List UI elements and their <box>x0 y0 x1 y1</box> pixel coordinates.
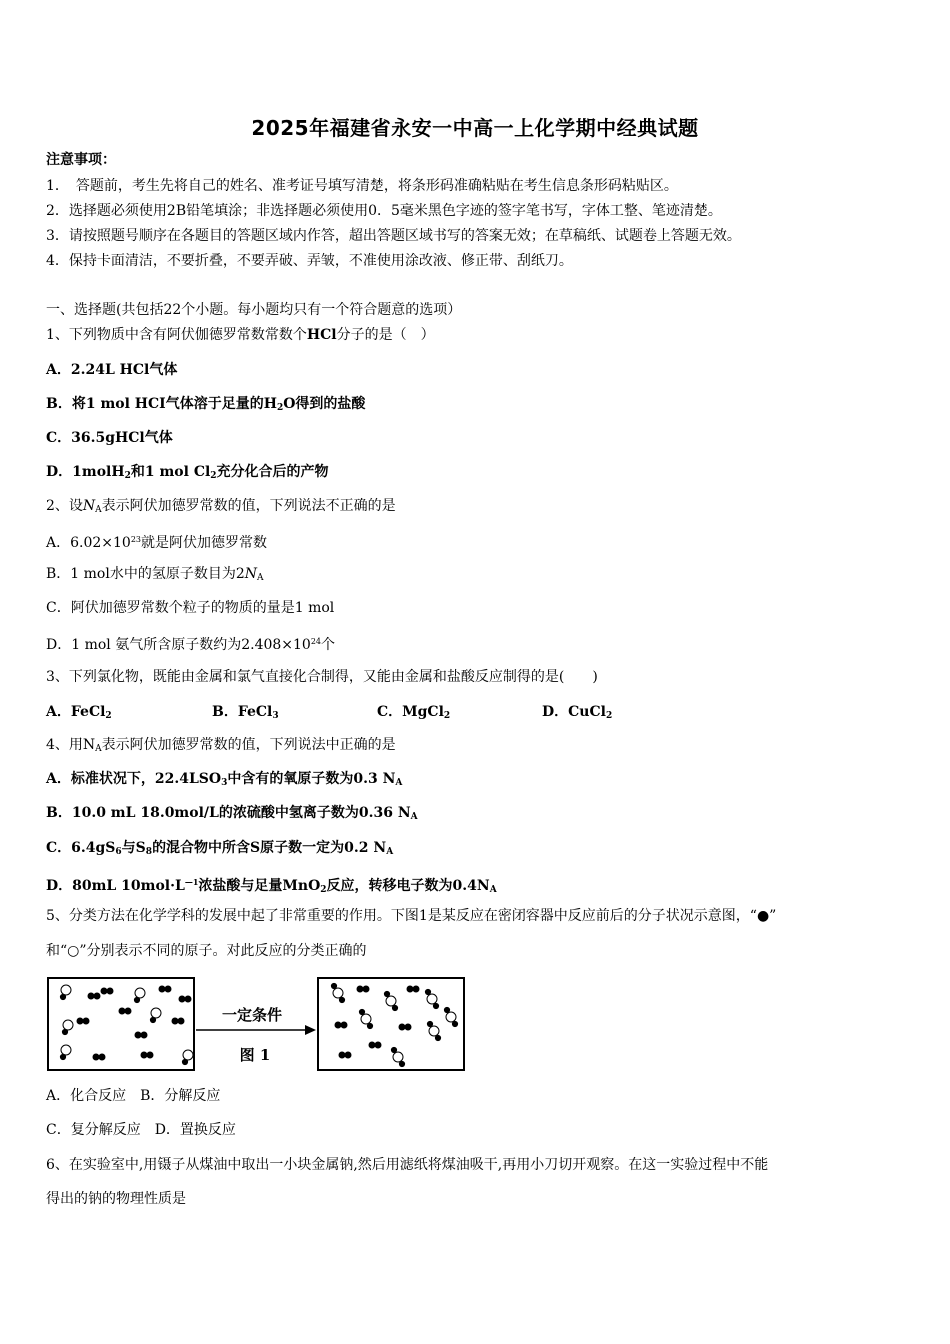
question-1-option-d: D．1molH$_2$和1 mol $Cl_2$充分化合后的产物 <box>46 464 329 481</box>
question-2-option-a: A．$6.02\times 10^{23}$就是阿伏加德罗常数 <box>46 535 268 551</box>
question-3-option-b: B．FeCl$_3$ <box>212 704 279 721</box>
molecule-after-product <box>391 1047 404 1066</box>
molecule-before-pair <box>93 1054 105 1060</box>
question-2-option-c: C．阿伏加德罗常数个粒子的物质的量是1 mol <box>46 600 335 616</box>
molecule-before-pair <box>179 996 191 1002</box>
molecule-after-product <box>359 1009 372 1028</box>
molecule-before-pair <box>77 1018 89 1024</box>
molecule-before-hollow <box>182 1050 193 1065</box>
molecule-after-pair <box>357 986 369 992</box>
molecule-after-product <box>384 991 397 1010</box>
molecule-before-pair <box>159 986 171 992</box>
question-6-stem-line-1: 6、在实验室中,用镊子从煤油中取出一小块金属钠,然后用滤纸将煤油吸干,再用小刀切开观察。在这一实验过程中不能 <box>46 1157 769 1173</box>
molecule-after-product <box>331 983 344 1002</box>
question-1-stem: 1、下列物质中含有阿伏伽德罗常数常数个HCl分子的是（ ） <box>46 327 435 343</box>
section-heading: 一、选择题(共包括22个小题。每小题均只有一个符合题意的选项） <box>46 302 462 318</box>
molecule-before-hollow <box>134 988 145 1003</box>
question-1-option-a: A．2.24L HCl气体 <box>46 362 178 378</box>
molecule-after-pair <box>399 1024 411 1030</box>
molecule-after-pair <box>339 1052 351 1058</box>
molecule-after-pair <box>369 1042 381 1048</box>
molecule-before-hollow <box>62 1020 73 1035</box>
question-4-option-a: A．标准状况下，$22.4LSO_3$中含有的氧原子数为0.3 $N_A$ <box>46 771 403 788</box>
molecule-before-pair <box>135 1032 147 1038</box>
notice-heading: 注意事项： <box>46 152 116 168</box>
molecule-before-hollow <box>60 985 71 1000</box>
molecule-before-pair <box>141 1052 153 1058</box>
molecule-after-pair <box>335 1022 347 1028</box>
reaction-diagram-figure <box>46 975 468 1073</box>
notice-item-4: 4．保持卡面清洁，不要折叠，不要弄破、弄皱，不准使用涂改液、修正带、刮纸刀。 <box>46 253 573 269</box>
molecule-before-pair <box>119 1008 131 1014</box>
question-5-options-cd: C．复分解反应 D．置换反应 <box>46 1122 236 1138</box>
question-4-stem: 4、用$N_A$表示阿伏加德罗常数的值，下列说法中正确的是 <box>46 737 396 754</box>
molecule-after-pair <box>407 986 419 992</box>
question-4-option-c: C．$6.4gS_6$与$S_8$的混合物中所含S原子数一定为0.2 $N_A$ <box>46 840 394 857</box>
question-1-option-c: C．36.5gHCl气体 <box>46 430 173 446</box>
notice-item-1: 1． 答题前，考生先将自己的姓名、准考证号填写清楚，将条形码准确粘贴在考生信息条形码粘贴区。 <box>46 178 678 194</box>
molecule-before-pair <box>172 1018 184 1024</box>
question-2-option-d: D．1 mol 氨气所含原子数约为$2.408\times 10^{24}$个 <box>46 637 336 653</box>
question-2-stem: 2、设$N_A$表示阿伏加德罗常数的值，下列说法不正确的是 <box>46 498 396 515</box>
question-5-stem-line-1: 5、分类方法在化学学科的发展中起了非常重要的作用。下图1是某反应在密闭容器中反应前后的分子状况示意图，“●” <box>46 908 777 924</box>
question-4-option-d: D．80mL $10mol\cdot L^{—1}$浓盐酸与足量MnO$_2$反应，转移电子数为$0.4N_A$ <box>46 877 497 895</box>
question-2-option-b: B．1 mol水中的氢原子数目为$2N_A$ <box>46 566 264 583</box>
molecule-before-hollow <box>150 1008 161 1023</box>
question-5-stem-line-2: 和“○”分别表示不同的原子。对此反应的分类正确的 <box>46 943 367 959</box>
page-title: 2025年福建省永安一中高一上化学期中经典试题 <box>251 116 699 140</box>
figure-caption: 图 1 <box>239 1046 271 1064</box>
question-3-stem: 3、下列氯化物，既能由金属和氯气直接化合制得，又能由金属和盐酸反应制得的是( ) <box>46 669 598 685</box>
molecule-before-hollow <box>60 1045 71 1060</box>
reaction-arrow-head <box>305 1025 316 1035</box>
question-3-option-a: A．FeCl$_2$ <box>46 704 112 721</box>
molecule-before-pair <box>88 993 100 999</box>
arrow-condition-label: 一定条件 <box>221 1006 283 1024</box>
notice-item-3: 3．请按照题号顺序在各题目的答题区域内作答，超出答题区域书写的答案无效；在草稿纸、试题卷上答题无效。 <box>46 228 741 244</box>
molecule-after-product <box>427 1021 440 1040</box>
question-3-option-c: C．MgCl$_2$ <box>377 704 451 721</box>
notice-item-2: 2．选择题必须使用2B铅笔填涂；非选择题必须使用0．5毫米黑色字迹的签字笔书写，字体工整、笔迹清楚。 <box>46 203 722 219</box>
question-4-option-b: B．10.0 mL 18.0mol/L的浓硫酸中氢离子数为0.36 $N_A$ <box>46 805 418 822</box>
question-6-stem-line-2: 得出的钠的物理性质是 <box>46 1191 186 1207</box>
question-3-option-d: D．CuCl$_2$ <box>542 704 613 721</box>
molecule-after-product <box>444 1007 457 1026</box>
molecule-after-product <box>425 989 438 1008</box>
question-1-option-b: B．将1 mol HCI气体溶于足量的$H_2O$得到的盐酸 <box>46 396 366 413</box>
question-5-options-ab: A．化合反应 B．分解反应 <box>46 1088 221 1104</box>
molecule-before-pair <box>101 988 113 994</box>
